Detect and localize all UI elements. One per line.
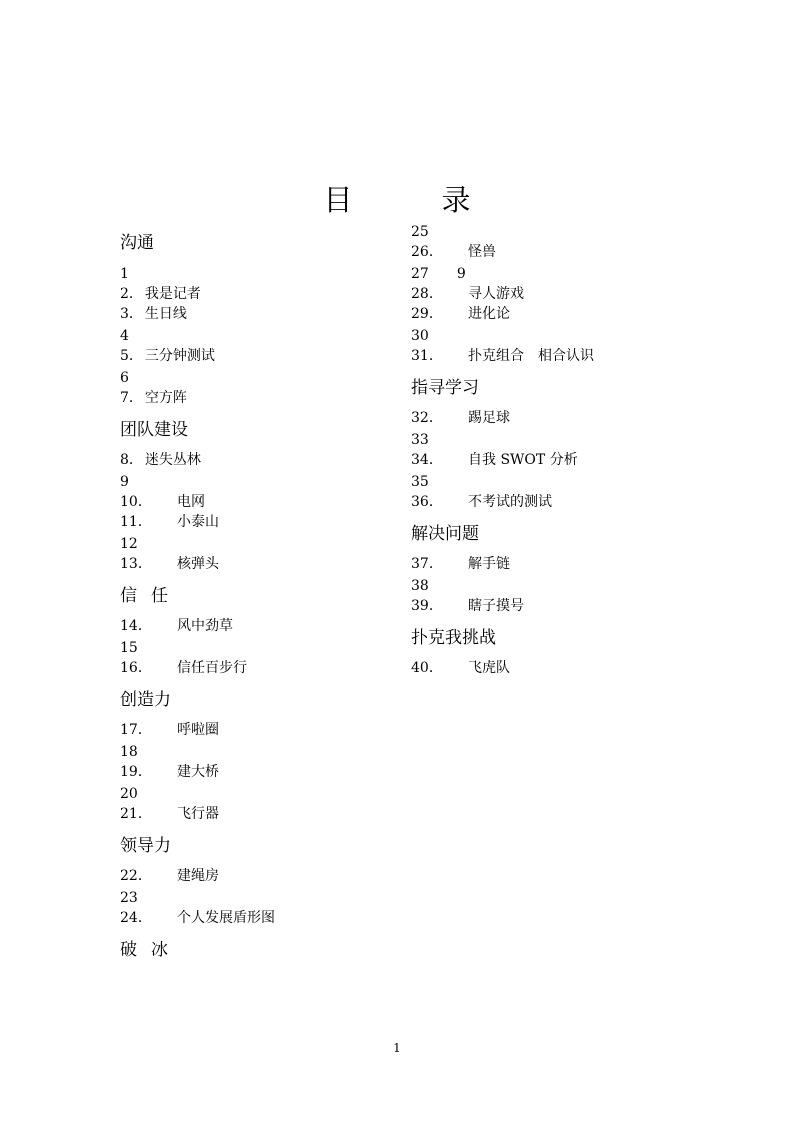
entry-text: 解手链 [468, 556, 510, 572]
toc-entry [411, 304, 510, 324]
toc-entry [120, 762, 219, 782]
section-heading: 领导力 [120, 836, 171, 856]
entry-text: 小泰山 [177, 514, 219, 530]
entry-number: 2． [120, 286, 143, 302]
entry-number: 22． [120, 868, 152, 884]
entry-number: 5． [120, 348, 143, 364]
entry-text: 我是记者 [144, 286, 201, 302]
section-heading: 扑克我挑战 [411, 628, 496, 648]
entry-number: 19． [120, 764, 152, 780]
section-heading: 团队建设 [120, 420, 188, 440]
section-heading: 解决问题 [411, 524, 479, 544]
toc-entry: 33 [411, 432, 429, 448]
entry-text: 呼啦圈 [177, 722, 219, 738]
entry-number: 39． [411, 598, 443, 614]
entry-number: 40． [411, 660, 443, 676]
toc-entry [411, 450, 578, 470]
toc-entry: 25 [411, 224, 429, 240]
toc-entry: 18 [120, 744, 138, 760]
entry-number: 29． [411, 306, 443, 322]
entry-number: 3． [120, 306, 143, 322]
toc-entry [411, 408, 510, 428]
page-number: 1 [393, 1041, 401, 1055]
toc-entry: 38 [411, 578, 429, 594]
entry-text: 不考试的测试 [468, 494, 552, 510]
entry-number: 26． [411, 244, 443, 260]
entry-number: 28． [411, 286, 443, 302]
section-heading: 破冰 [120, 940, 182, 960]
toc-entry: 1 [120, 266, 129, 282]
toc-entry: 6 [120, 370, 129, 386]
entry-text: 怪兽 [468, 244, 496, 260]
entry-number: 36． [411, 494, 443, 510]
toc-entry [411, 554, 510, 574]
entry-text: 飞行器 [177, 806, 219, 822]
toc-entry: 4 [120, 328, 129, 344]
entry-number: 8． [120, 452, 143, 468]
entry-number: 17． [120, 722, 152, 738]
entry-text: 进化论 [468, 306, 510, 322]
toc-entry [120, 388, 187, 408]
toc-entry [411, 658, 510, 678]
entry-number: 31． [411, 348, 443, 364]
entry-text: 三分钟测试 [144, 348, 215, 364]
entry-text: 瞎子摸号 [468, 598, 524, 614]
toc-entry [411, 492, 552, 512]
toc-title: 目 录 [323, 183, 501, 217]
entry-text: 空方阵 [144, 390, 187, 406]
entry-text: 迷失丛林 [144, 452, 201, 468]
toc-entry: 30 [411, 328, 429, 344]
entry-number: 11． [120, 514, 152, 530]
toc-entry [411, 284, 524, 304]
toc-entry [411, 346, 594, 366]
entry-text: 扑克组合 相合认识 [468, 348, 594, 364]
entry-number: 32． [411, 410, 443, 426]
toc-entry [411, 242, 496, 262]
entry-number: 10． [120, 494, 152, 510]
entry-text: 电网 [177, 494, 205, 510]
entry-text: 风中劲草 [177, 618, 233, 634]
toc-entry: 12 [120, 536, 138, 552]
toc-entry [120, 284, 201, 304]
toc-entry: 20 [120, 786, 138, 802]
entry-number: 7． [120, 390, 143, 406]
toc-entry [120, 450, 201, 470]
entry-text: 飞虎队 [468, 660, 510, 676]
toc-entry [120, 492, 205, 512]
toc-entry [120, 616, 233, 636]
entry-text: 建大桥 [177, 764, 219, 780]
entry-number: 16． [120, 660, 152, 676]
entry-number: 34． [411, 452, 443, 468]
section-heading: 沟通 [120, 233, 154, 253]
toc-entry [120, 804, 219, 824]
entry-text: 信任百步行 [177, 660, 247, 676]
section-heading: 创造力 [120, 690, 171, 710]
section-heading: 信任 [120, 586, 182, 606]
section-heading: 指寻学习 [411, 378, 479, 398]
entry-text: 寻人游戏 [468, 286, 524, 302]
toc-entry: 23 [120, 890, 138, 906]
entry-number: 21． [120, 806, 152, 822]
entry-number: 37． [411, 556, 443, 572]
entry-text: 个人发展盾形图 [177, 910, 275, 926]
entry-number: 13． [120, 556, 152, 572]
entry-number: 24． [120, 910, 152, 926]
toc-entry [120, 720, 219, 740]
entry-text: 核弹头 [177, 556, 219, 572]
entry-text: 生日线 [144, 306, 187, 322]
toc-entry [120, 554, 219, 574]
toc-entry [120, 658, 247, 678]
entry-number: 14． [120, 618, 152, 634]
entry-text: 建绳房 [177, 868, 219, 884]
toc-entry [120, 512, 219, 532]
entry-text: 踢足球 [468, 410, 510, 426]
toc-entry: 15 [120, 640, 138, 656]
toc-entry [120, 866, 219, 886]
toc-entry [120, 346, 215, 366]
toc-entry: 27 9 [411, 266, 466, 282]
toc-entry: 9 [120, 474, 129, 490]
toc-entry [411, 596, 524, 616]
toc-entry [120, 908, 275, 928]
entry-text: 自我 SWOT 分析 [468, 452, 578, 468]
toc-entry: 35 [411, 474, 429, 490]
toc-entry [120, 304, 187, 324]
